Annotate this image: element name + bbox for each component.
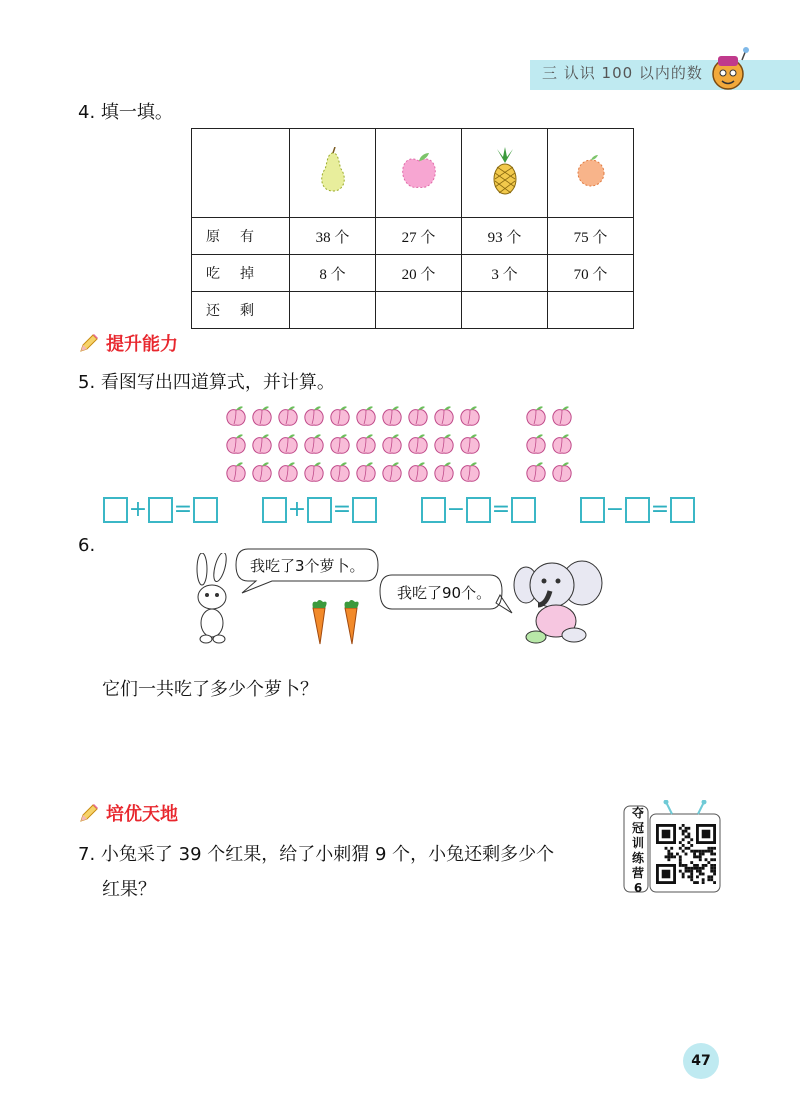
equation-3 (421, 497, 536, 523)
peach-icon (432, 404, 456, 428)
answer-box[interactable] (670, 497, 695, 523)
cell-original-orange: 75 个 (548, 218, 634, 255)
peach-icon (328, 404, 352, 428)
apple-icon (399, 149, 439, 193)
fruit-cell-pear (290, 129, 376, 218)
answer-box[interactable] (511, 497, 536, 523)
answer-cell-pineapple[interactable] (462, 292, 548, 329)
peach-icon (550, 460, 574, 484)
answer-box[interactable] (421, 497, 446, 523)
answer-box[interactable] (307, 497, 332, 523)
page-number: 47 (683, 1043, 719, 1079)
peach-icon (524, 432, 548, 456)
q7-line1: 7. 小兔采了 39 个红果，给了小刺猬 9 个，小兔还剩多少个 (78, 844, 555, 865)
peach-icon (432, 460, 456, 484)
orange-icon (571, 151, 611, 191)
q6-number: 6. (78, 535, 96, 556)
peach-icon (380, 432, 404, 456)
peach-icon (250, 432, 274, 456)
answer-box[interactable] (262, 497, 287, 523)
section-heading-excellence (78, 800, 178, 826)
equals-sign: = (332, 497, 352, 522)
operator: − (446, 497, 466, 522)
peach-icon (250, 404, 274, 428)
answer-cell-pear[interactable] (290, 292, 376, 329)
equals-sign: = (173, 497, 193, 522)
section-title: 提升能力 (106, 334, 178, 355)
pineapple-icon (485, 147, 525, 195)
peach-icon (458, 404, 482, 428)
answer-cell-orange[interactable] (548, 292, 634, 329)
peach-icon (380, 404, 404, 428)
cell-original-pineapple: 93 个 (462, 218, 548, 255)
peach-icon (458, 432, 482, 456)
peach-row-right (524, 432, 574, 456)
cell-original-apple: 27 个 (376, 218, 462, 255)
peach-icon (328, 432, 352, 456)
operator: + (128, 497, 148, 522)
cell-eaten-pear: 8 个 (290, 255, 376, 292)
equals-sign: = (650, 497, 670, 522)
mascot-icon (706, 46, 750, 94)
fruit-cell-orange (548, 129, 634, 218)
answer-box[interactable] (466, 497, 491, 523)
peach-icon (524, 460, 548, 484)
q7-line2: 红果？ (102, 879, 156, 900)
peach-row-left (224, 432, 482, 456)
equals-sign: = (491, 497, 511, 522)
peach-icon (224, 432, 248, 456)
fruit-cell-apple (376, 129, 462, 218)
qr-label: 夺冠训练营6 (631, 806, 644, 895)
peach-icon (302, 432, 326, 456)
answer-box[interactable] (148, 497, 173, 523)
peach-icon (354, 404, 378, 428)
peach-icon (276, 460, 300, 484)
peach-icon (302, 460, 326, 484)
peach-icon (524, 404, 548, 428)
peach-icon (302, 404, 326, 428)
answer-cell-apple[interactable] (376, 292, 462, 329)
elephant-speech: 我吃了90个。 (397, 584, 492, 602)
peach-icon (276, 432, 300, 456)
equation-2 (262, 497, 377, 523)
q4-title: 4. 填一填。 (78, 102, 173, 123)
peach-icon (224, 460, 248, 484)
q5-title: 5. 看图写出四道算式，并计算。 (78, 372, 335, 393)
peach-icon (406, 404, 430, 428)
row-label-eaten: 吃掉 (192, 255, 290, 292)
fruit-cell-pineapple (462, 129, 548, 218)
peach-icon (550, 432, 574, 456)
section-title: 培优天地 (106, 804, 178, 825)
answer-box[interactable] (352, 497, 377, 523)
cell-eaten-apple: 20 个 (376, 255, 462, 292)
cell-original-pear: 38 个 (290, 218, 376, 255)
carrots-icon (303, 600, 373, 646)
cell-eaten-orange: 70 个 (548, 255, 634, 292)
fruit-table (191, 128, 634, 329)
peach-icon (250, 460, 274, 484)
pear-icon (313, 147, 353, 195)
equation-1 (103, 497, 218, 523)
peach-icon (458, 460, 482, 484)
peach-icon (432, 432, 456, 456)
rabbit-speech: 我吃了3个萝卜。 (250, 557, 365, 575)
peach-icon (354, 432, 378, 456)
peach-icon (224, 404, 248, 428)
answer-box[interactable] (103, 497, 128, 523)
chapter-title: 三 认识 100 以内的数 (542, 64, 703, 82)
pencil-icon (78, 802, 100, 824)
peach-icon (406, 432, 430, 456)
peach-icon (354, 460, 378, 484)
row-label-original: 原有 (192, 218, 290, 255)
row-label-remaining: 还剩 (192, 292, 290, 329)
answer-box[interactable] (580, 497, 605, 523)
answer-box[interactable] (193, 497, 218, 523)
qr-code-icon[interactable] (656, 824, 716, 884)
peach-icon (406, 460, 430, 484)
table-corner (192, 129, 290, 218)
peach-icon (380, 460, 404, 484)
elephant-icon (512, 555, 606, 645)
peach-icon (328, 460, 352, 484)
peach-row-right (524, 460, 574, 484)
pencil-icon (78, 332, 100, 354)
operator: + (287, 497, 307, 522)
section-heading-improve (78, 330, 178, 356)
peach-row-left (224, 460, 482, 484)
cell-eaten-pineapple: 3 个 (462, 255, 548, 292)
operator: − (605, 497, 625, 522)
q6-question: 它们一共吃了多少个萝卜？ (102, 679, 318, 700)
equation-4 (580, 497, 695, 523)
peach-row-left (224, 404, 482, 428)
answer-box[interactable] (625, 497, 650, 523)
peach-row-right (524, 404, 574, 428)
peach-icon (276, 404, 300, 428)
peach-icon (550, 404, 574, 428)
